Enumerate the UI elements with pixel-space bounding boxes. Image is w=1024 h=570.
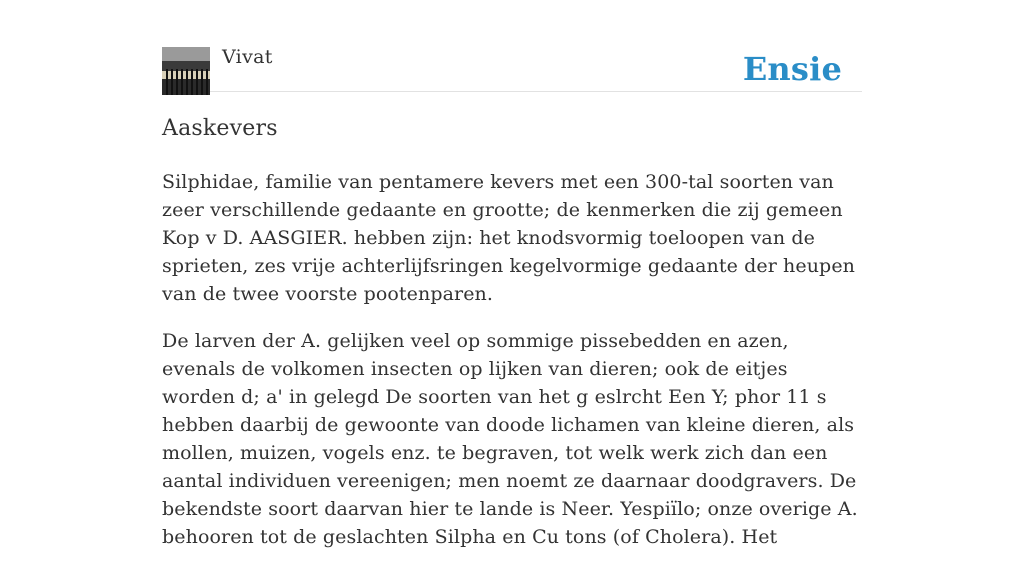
typewriter-keys-icon[interactable]	[162, 47, 210, 95]
author-name[interactable]: Vivat	[222, 46, 273, 68]
header	[162, 0, 862, 92]
page-title: Aaskevers	[162, 116, 278, 141]
page	[162, 0, 862, 548]
paragraph-2: De larven der A. gelijken veel op sommige pissebedden en azen, evenals de volkomen insecten op lijken van dieren; ook de eitjes worden d; a' in gelegd De soorten van het g eslrcht Een Y; phor 11 s hebben daarbij de gewoonte van doode lichamen van kleine dieren, als mollen, muizen, vogels enz. te begraven, tot welk werk zich dan een aantal individuen vereenigen; men noemt ze daarnaar doodgravers. De bekendste soort daarvan hier te lande is Neer. Yespiïlo; onze overige A. behooren tot de geslachten Silpha en Cu tons (of Cholera). Het	[162, 330, 858, 548]
ensie-logo[interactable]: Ensie	[742, 50, 842, 88]
article-body	[162, 168, 862, 570]
paragraph-1: Silphidae, familie van pentamere kevers met een 300-tal soorten van zeer verschillende gedaante en grootte; de kenmerken die zij gemeen Kop v D. AASGIER. hebben zijn: het knodsvormig toeloopen van de sprieten, zes vrije achterlijfsringen kegelvormige gedaante der heupen van de twee voorste pootenparen.	[162, 171, 856, 305]
